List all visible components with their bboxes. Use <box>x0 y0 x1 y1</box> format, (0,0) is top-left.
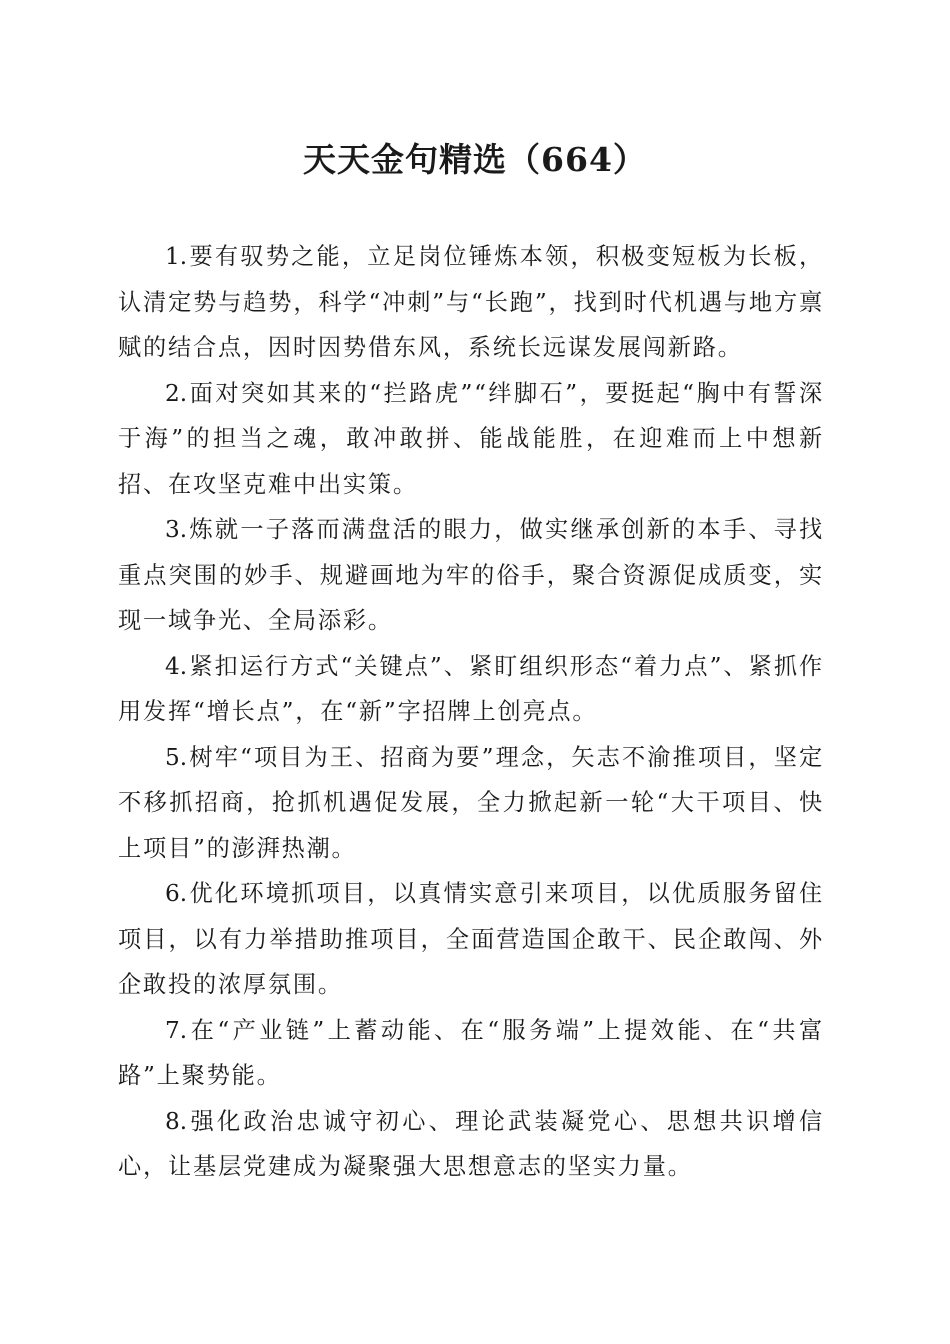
quote-item-6 <box>118 871 824 1008</box>
quote-number: 5. <box>165 743 188 771</box>
quote-item-3 <box>118 507 824 644</box>
quote-number: 7. <box>165 1016 188 1044</box>
document-title: 天天金句精选（664） <box>303 140 647 179</box>
quote-item-2 <box>118 371 824 508</box>
quote-text: 树牢“项目为王、招商为要”理念，矢志不渝推项目，坚定不移抓招商，抢抓机遇促发展，全力掀起新一轮“大干项目、快上项目”的澎湃热潮。 <box>118 743 824 862</box>
quote-item-1 <box>118 234 824 371</box>
quote-text: 优化环境抓项目，以真情实意引来项目，以优质服务留住项目，以有力举措助推项目，全面营造国企敢干、民企敢闯、外企敢投的浓厚氛围。 <box>118 880 824 998</box>
quote-item-8 <box>118 1099 824 1190</box>
quote-number: 3. <box>165 516 188 543</box>
quote-text: 在“产业链”上蓄动能、在“服务端”上提效能、在“共富路”上聚势能。 <box>118 1016 824 1089</box>
quote-item-4 <box>118 644 824 735</box>
quote-list <box>118 234 824 1190</box>
quote-item-5 <box>118 735 824 872</box>
quote-text: 强化政治忠诚守初心、理论武装凝党心、思想共识增信心，让基层党建成为凝聚强大思想意志的坚实力量。 <box>118 1107 824 1180</box>
quote-number: 6. <box>165 880 188 907</box>
quote-text: 紧扣运行方式“关键点”、紧盯组织形态“着力点”、紧抓作用发挥“增长点”，在“新”字招牌上创亮点。 <box>118 652 824 725</box>
quote-text: 面对突如其来的“拦路虎”“绊脚石”，要挺起“胸中有誓深于海”的担当之魂，敢冲敢拼、能战能胜，在迎难而上中想新招、在攻坚克难中出实策。 <box>118 379 824 498</box>
quote-number: 2. <box>165 379 188 407</box>
quote-number: 4. <box>165 652 188 680</box>
quote-number: 1. <box>165 243 188 270</box>
quote-text: 要有驭势之能，立足岗位锤炼本领，积极变短板为长板，认清定势与趋势，科学“冲刺”与“长跑”，找到时代机遇与地方禀赋的结合点，因时因势借东风，系统长远谋发展闯新路。 <box>118 243 824 361</box>
quote-text: 炼就一子落而满盘活的眼力，做实继承创新的本手、寻找重点突围的妙手、规避画地为牢的俗手，聚合资源促成质变，实现一域争光、全局添彩。 <box>118 516 824 634</box>
quote-item-7 <box>118 1008 824 1099</box>
quote-number: 8. <box>165 1107 188 1135</box>
